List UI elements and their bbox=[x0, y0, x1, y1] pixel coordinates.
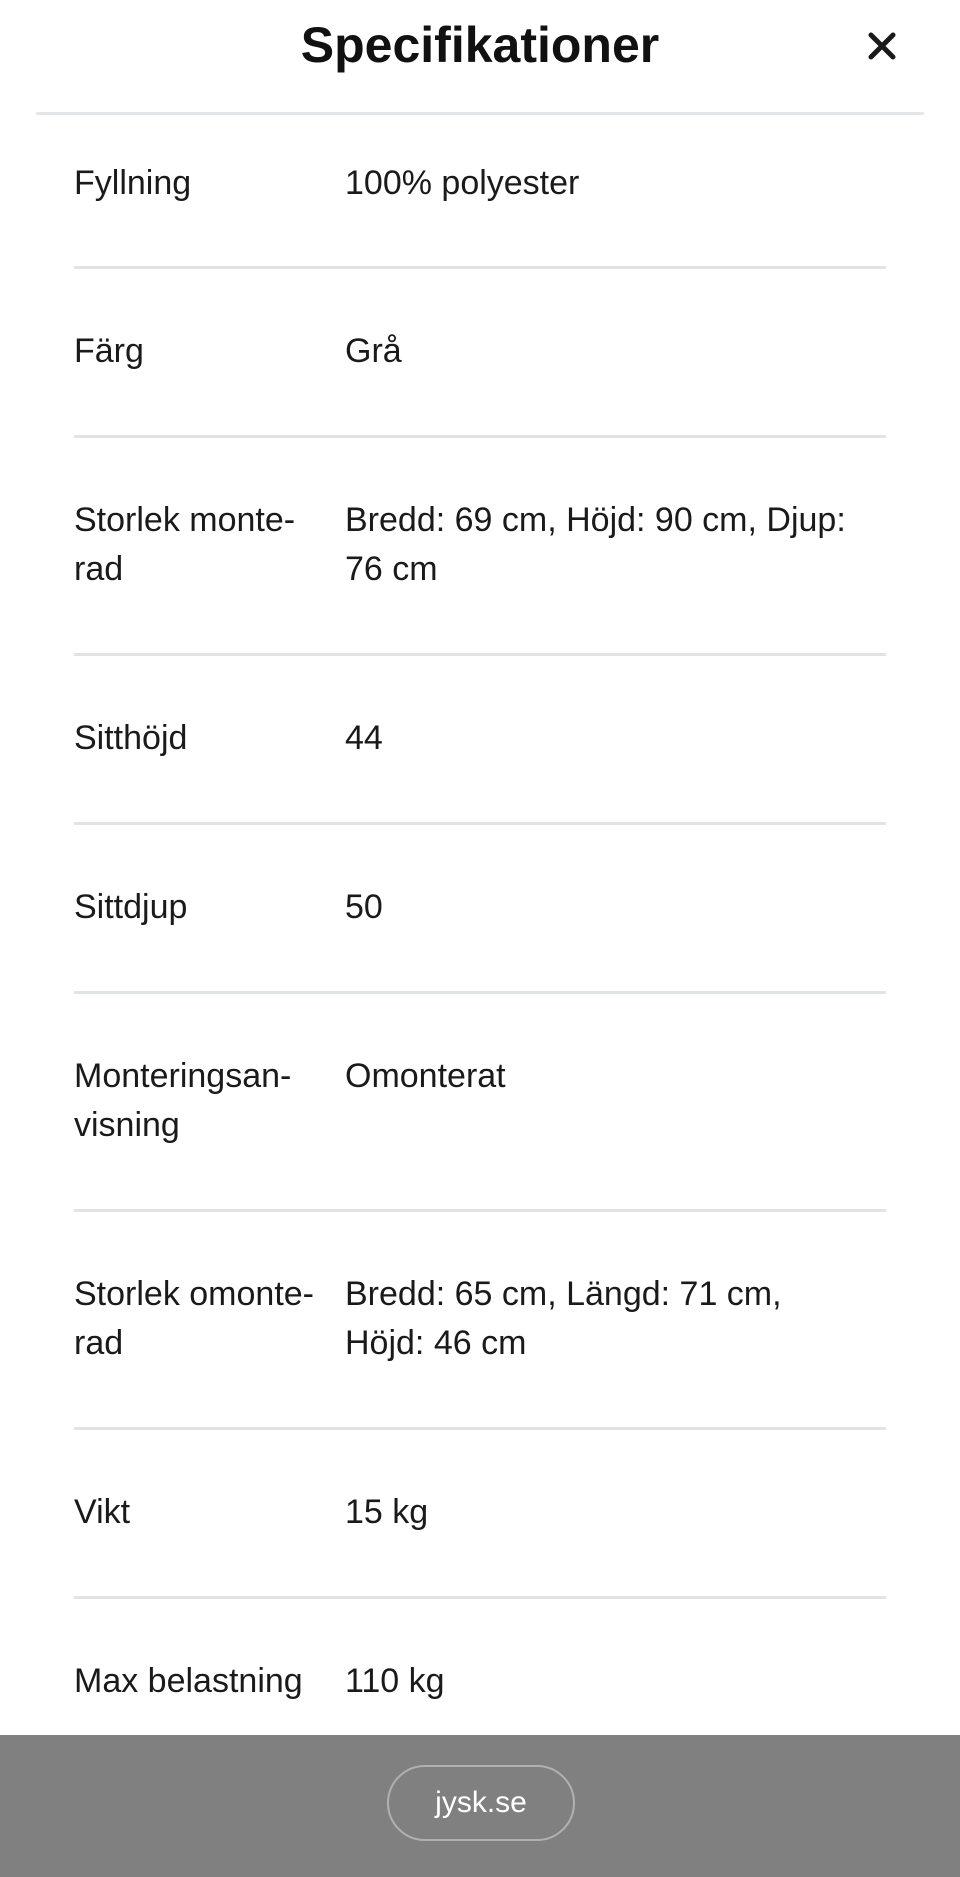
spec-value: Bredd: 69 cm, Höjd: 90 cm, Djup: 76 cm bbox=[345, 501, 846, 588]
spec-label: Max belastning bbox=[74, 1662, 303, 1700]
spec-row-sittdjup bbox=[74, 825, 886, 994]
spec-row-farg bbox=[74, 269, 886, 438]
spec-value: Bredd: 65 cm, Längd: 71 cm, Höjd: 46 cm bbox=[345, 1275, 782, 1362]
spec-list bbox=[74, 115, 886, 1729]
spec-label: Vikt bbox=[74, 1493, 131, 1531]
spec-row-monteringsanvisning bbox=[74, 994, 886, 1212]
close-icon bbox=[867, 31, 897, 61]
spec-row-max-belastning bbox=[74, 1599, 886, 1729]
spec-row-storlek-monterad bbox=[74, 438, 886, 656]
close-button[interactable] bbox=[858, 22, 906, 70]
url-address-pill[interactable]: jysk.se bbox=[387, 1765, 575, 1841]
spec-value: 15 kg bbox=[345, 1493, 429, 1531]
spec-label: Storlek omonte- rad bbox=[74, 1275, 314, 1362]
spec-label: Monteringsan- visning bbox=[74, 1057, 292, 1144]
spec-label: Sittdjup bbox=[74, 888, 188, 926]
spec-value: 110 kg bbox=[345, 1662, 445, 1700]
spec-label: Sitthöjd bbox=[74, 719, 188, 757]
spec-value: 50 bbox=[345, 888, 383, 926]
spec-row-vikt bbox=[74, 1430, 886, 1599]
spec-value: 100% polyester bbox=[345, 164, 580, 202]
page-title: Specifikationer bbox=[300, 17, 660, 73]
browser-bottom-bar bbox=[0, 1735, 960, 1877]
spec-row-storlek-omonterad bbox=[74, 1212, 886, 1430]
spec-label: Storlek monte- rad bbox=[74, 501, 296, 588]
spec-row-fyllning bbox=[74, 115, 886, 269]
spec-value: Omonterat bbox=[345, 1057, 506, 1095]
modal-header bbox=[0, 0, 960, 112]
spec-label: Färg bbox=[74, 332, 144, 370]
spec-value: Grå bbox=[345, 332, 402, 370]
spec-row-sitthojd bbox=[74, 656, 886, 825]
spec-label: Fyllning bbox=[74, 164, 192, 202]
spec-value: 44 bbox=[345, 719, 383, 757]
